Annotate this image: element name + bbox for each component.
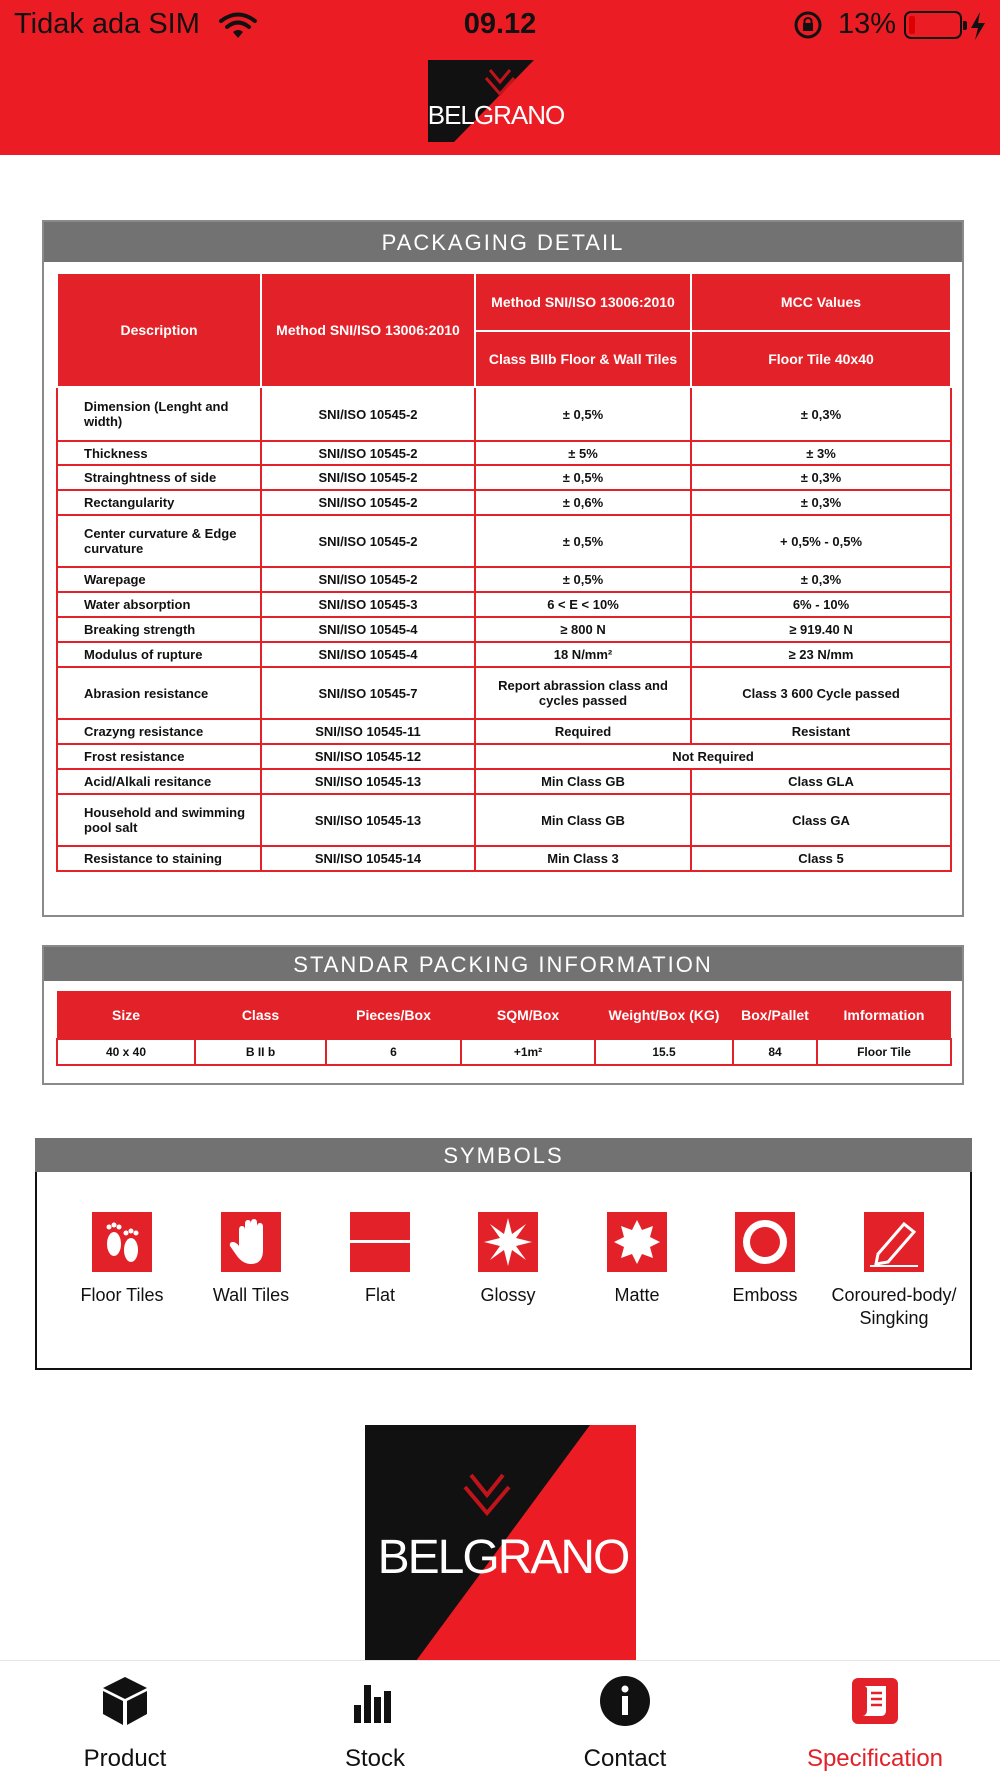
- bar-chart-icon: [349, 1675, 401, 1727]
- spec-class-cell: ± 0,6%: [475, 490, 691, 515]
- spec-row: [57, 744, 951, 769]
- packing-value-cell: Floor Tile: [817, 1039, 951, 1065]
- carrier-label: Tidak ada SIM: [14, 8, 200, 40]
- spec-row: [57, 441, 951, 465]
- header-class: Class BIIb Floor & Wall Tiles: [475, 331, 691, 387]
- symbol-label: Matte: [614, 1285, 660, 1305]
- bottom-tab-bar: [0, 1660, 1000, 1778]
- symbol-glossy: [443, 1212, 573, 1307]
- spec-mcc-cell: ≥ 23 N/mm: [691, 642, 951, 667]
- spec-method-cell: SNI/ISO 10545-2: [261, 490, 475, 515]
- spec-class-cell: Report abrassion class and cycles passed: [475, 667, 691, 719]
- packing-header-cell: Size: [57, 991, 195, 1039]
- spec-row: [57, 490, 951, 515]
- spec-class-cell: Min Class GB: [475, 769, 691, 794]
- spec-description-cell: Water absorption: [57, 592, 261, 617]
- symbol-flat: [315, 1212, 445, 1307]
- glossy-star-icon: [478, 1212, 538, 1272]
- packing-value-cell: 84: [733, 1039, 817, 1065]
- battery-icon: [904, 11, 962, 39]
- symbol-matte: [572, 1212, 702, 1307]
- standar-packing-title: STANDAR PACKING INFORMATION: [44, 947, 962, 981]
- symbols-title: SYMBOLS: [35, 1138, 972, 1172]
- spec-row: [57, 387, 951, 441]
- spec-mcc-cell: 6% - 10%: [691, 592, 951, 617]
- symbol-label: Wall Tiles: [212, 1285, 290, 1305]
- spec-description-cell: Crazyng resistance: [57, 719, 261, 744]
- spec-class-cell: ± 0,5%: [475, 387, 691, 441]
- spec-class-cell: ± 0,5%: [475, 567, 691, 592]
- packaging-detail-title: PACKAGING DETAIL: [44, 222, 962, 262]
- symbol-label: Glossy: [480, 1285, 536, 1305]
- packing-header-cell: Weight/Box (KG): [595, 991, 733, 1039]
- spec-method-cell: SNI/ISO 10545-4: [261, 617, 475, 642]
- spec-class-cell: ± 0,5%: [475, 515, 691, 567]
- charging-bolt-icon: [968, 11, 988, 41]
- spec-row: [57, 794, 951, 846]
- spec-method-cell: SNI/ISO 10545-12: [261, 744, 475, 769]
- spec-method-cell: SNI/ISO 10545-14: [261, 846, 475, 871]
- spec-class-cell: ≥ 800 N: [475, 617, 691, 642]
- packing-header-cell: Imformation: [817, 991, 951, 1039]
- spec-mcc-cell: ± 0,3%: [691, 490, 951, 515]
- tab-product[interactable]: [0, 1661, 250, 1778]
- spec-mcc-cell: Class GLA: [691, 769, 951, 794]
- tab-label: Specification: [806, 1745, 944, 1772]
- matte-star-icon: [607, 1212, 667, 1272]
- packing-header-cell: Pieces/Box: [326, 991, 461, 1039]
- specification-content[interactable]: [0, 155, 1000, 1660]
- spec-description-cell: Acid/Alkali resitance: [57, 769, 261, 794]
- spec-row: [57, 642, 951, 667]
- spec-method-cell: SNI/ISO 10545-11: [261, 719, 475, 744]
- spec-mcc-cell: Class 3 600 Cycle passed: [691, 667, 951, 719]
- clock: 09.12: [463, 8, 537, 40]
- spec-method-cell: SNI/ISO 10545-2: [261, 387, 475, 441]
- spec-mcc-cell: ≥ 919.40 N: [691, 617, 951, 642]
- battery-percent: 13%: [838, 8, 897, 40]
- spec-row: [57, 667, 951, 719]
- symbol-coloured-body: [829, 1212, 959, 1330]
- spec-row: [57, 846, 951, 871]
- spec-description-cell: Resistance to staining: [57, 846, 261, 871]
- spec-mcc-cell: ± 0,3%: [691, 567, 951, 592]
- spec-row: [57, 567, 951, 592]
- spec-description-cell: Household and swimming pool salt: [57, 794, 261, 846]
- packaging-detail-table: [56, 272, 952, 872]
- spec-description-cell: Abrasion resistance: [57, 667, 261, 719]
- spec-class-cell: ± 0,5%: [475, 465, 691, 490]
- symbol-label: Coroured-body/ Singking: [831, 1285, 957, 1328]
- tab-stock[interactable]: [250, 1661, 500, 1778]
- spec-description-cell: Strainghtness of side: [57, 465, 261, 490]
- tab-specification[interactable]: [750, 1661, 1000, 1778]
- belgrano-logo: [428, 60, 564, 142]
- symbol-floor-tiles: [57, 1212, 187, 1307]
- symbols-panel: [35, 1138, 972, 1370]
- spec-class-cell: Required: [475, 719, 691, 744]
- spec-class-cell: Min Class GB: [475, 794, 691, 846]
- spec-merged-cell: Not Required: [475, 744, 951, 769]
- packing-value-cell: +1m²: [461, 1039, 595, 1065]
- packing-value-cell: 6: [326, 1039, 461, 1065]
- spec-description-cell: Frost resistance: [57, 744, 261, 769]
- spec-row: [57, 592, 951, 617]
- spec-method-cell: SNI/ISO 10545-2: [261, 515, 475, 567]
- header-method-2: Method SNI/ISO 13006:2010: [475, 273, 691, 331]
- box-icon: [99, 1675, 151, 1727]
- spec-method-cell: SNI/ISO 10545-4: [261, 642, 475, 667]
- tab-label: Stock: [344, 1745, 406, 1772]
- spec-mcc-cell: ± 3%: [691, 441, 951, 465]
- spec-method-cell: SNI/ISO 10545-13: [261, 794, 475, 846]
- spec-row: [57, 465, 951, 490]
- pencil-icon: [864, 1212, 924, 1272]
- standar-packing-panel: [42, 945, 964, 1085]
- tab-contact[interactable]: [500, 1661, 750, 1778]
- symbol-wall-tiles: [186, 1212, 316, 1307]
- spec-description-cell: Warepage: [57, 567, 261, 592]
- spec-mcc-cell: ± 0,3%: [691, 465, 951, 490]
- spec-row: [57, 515, 951, 567]
- spec-class-cell: 18 N/mm²: [475, 642, 691, 667]
- symbol-label: Floor Tiles: [80, 1285, 164, 1305]
- spec-mcc-cell: Resistant: [691, 719, 951, 744]
- spec-method-cell: SNI/ISO 10545-7: [261, 667, 475, 719]
- spec-mcc-cell: Class 5: [691, 846, 951, 871]
- packing-header-cell: Box/Pallet: [733, 991, 817, 1039]
- rotation-lock-icon: [793, 10, 823, 40]
- packing-value-cell: 40 x 40: [57, 1039, 195, 1065]
- packing-value-cell: B II b: [195, 1039, 326, 1065]
- packaging-detail-panel: [42, 220, 964, 917]
- spec-mcc-cell: Class GA: [691, 794, 951, 846]
- tab-label: Product: [83, 1745, 167, 1772]
- belgrano-brand-image: [365, 1425, 636, 1660]
- header-method: Method SNI/ISO 13006:2010: [261, 273, 475, 387]
- spec-class-cell: 6 < E < 10%: [475, 592, 691, 617]
- spec-method-cell: SNI/ISO 10545-13: [261, 769, 475, 794]
- symbol-label: Flat: [364, 1285, 395, 1305]
- header-mcc-values: MCC Values: [691, 273, 951, 331]
- logo-wordmark: BELGRANO: [428, 100, 564, 130]
- spec-method-cell: SNI/ISO 10545-2: [261, 465, 475, 490]
- spec-class-cell: Min Class 3: [475, 846, 691, 871]
- spec-row: [57, 719, 951, 744]
- spec-description-cell: Rectangularity: [57, 490, 261, 515]
- spec-row: [57, 769, 951, 794]
- document-icon: [849, 1675, 901, 1727]
- spec-description-cell: Thickness: [57, 441, 261, 465]
- flat-icon: [350, 1212, 410, 1272]
- packing-header-cell: Class: [195, 991, 326, 1039]
- symbol-label: Emboss: [732, 1285, 798, 1305]
- packing-value-cell: 15.5: [595, 1039, 733, 1065]
- spec-method-cell: SNI/ISO 10545-2: [261, 441, 475, 465]
- packing-header-cell: SQM/Box: [461, 991, 595, 1039]
- spec-class-cell: ± 5%: [475, 441, 691, 465]
- footprints-icon: [92, 1212, 152, 1272]
- spec-method-cell: SNI/ISO 10545-3: [261, 592, 475, 617]
- hand-icon: [221, 1212, 281, 1272]
- spec-row: [57, 617, 951, 642]
- tab-label: Contact: [583, 1745, 667, 1772]
- spec-mcc-cell: ± 0,3%: [691, 387, 951, 441]
- standar-packing-table: [56, 991, 952, 1066]
- spec-description-cell: Center curvature & Edge curvature: [57, 515, 261, 567]
- info-icon: [599, 1675, 651, 1727]
- spec-description-cell: Dimension (Lenght and width): [57, 387, 261, 441]
- status-bar: [0, 0, 1000, 50]
- header-floor-tile: Floor Tile 40x40: [691, 331, 951, 387]
- app-header: [0, 0, 1000, 155]
- spec-description-cell: Breaking strength: [57, 617, 261, 642]
- emboss-ring-icon: [735, 1212, 795, 1272]
- symbol-emboss: [700, 1212, 830, 1307]
- spec-method-cell: SNI/ISO 10545-2: [261, 567, 475, 592]
- spec-description-cell: Modulus of rupture: [57, 642, 261, 667]
- header-description: Description: [57, 273, 261, 387]
- brand-wordmark: BELGRANO: [377, 1531, 629, 1584]
- spec-mcc-cell: + 0,5% - 0,5%: [691, 515, 951, 567]
